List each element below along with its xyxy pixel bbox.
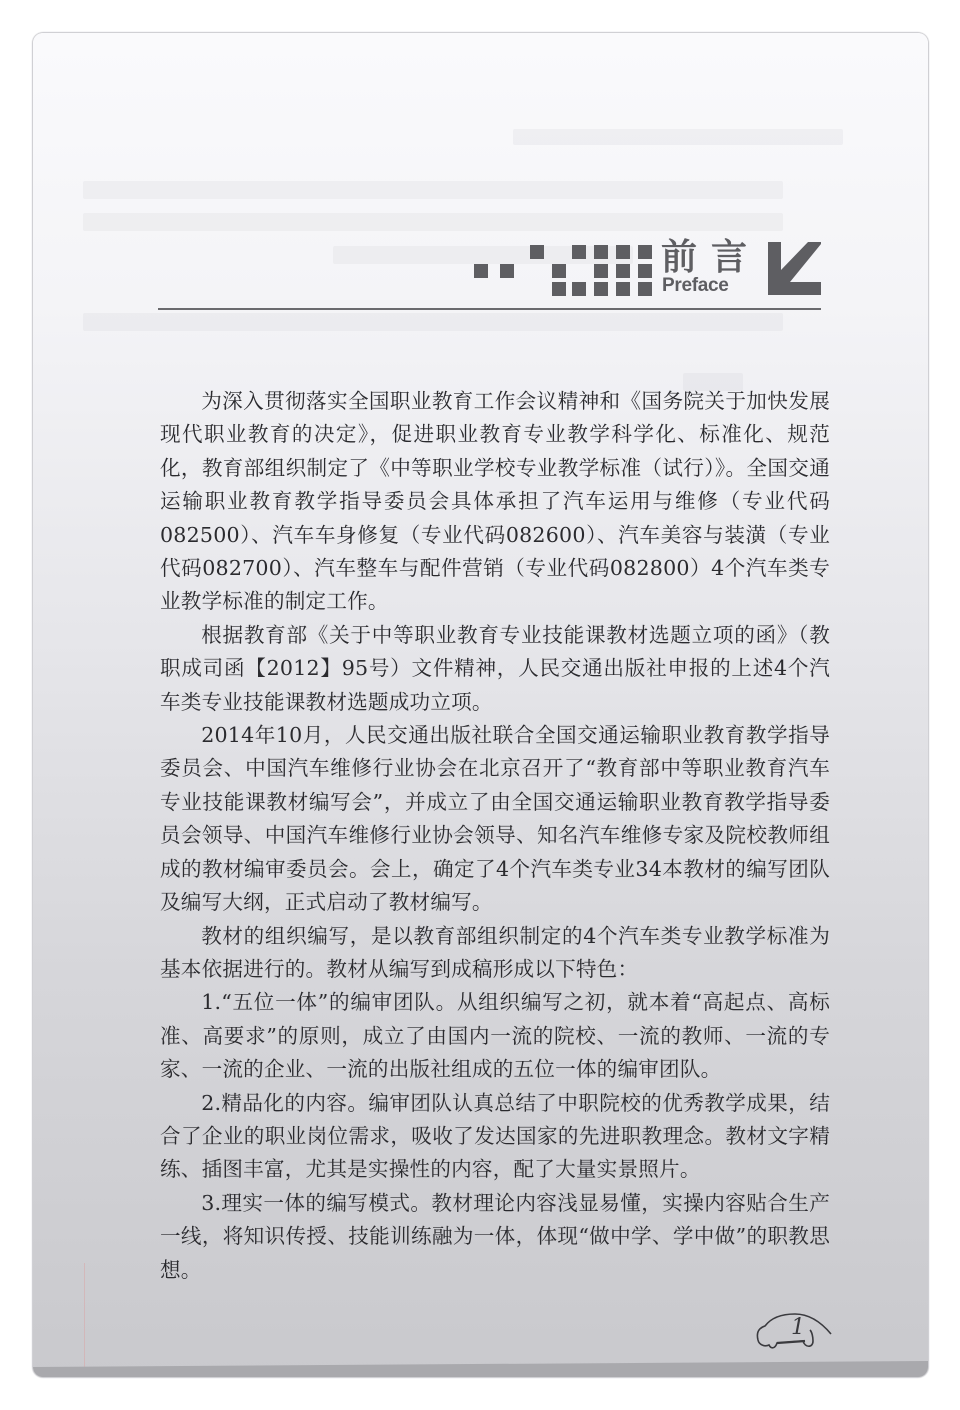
paragraph: 2014年10月，人民交通出版社联合全国交通运输职业教育教学指导委员会、中国汽车维修行业协会在北京召开了“教育部中等职业教育汽车专业技能课教材编写会”，并成立了由全国交通运输职业教育教学指导委员会领导、中国汽车维修行业协会领导、知名汽车维修专家及院校教师组成的教材编审委员会。会上，确定了4个汽车类专业34本教材的编写团队及编写大纲，正式启动了教材编写。 [160, 723, 830, 915]
paragraph: 为深入贯彻落实全国职业教育工作会议精神和《国务院关于加快发展现代职业教育的决定》，促进职业教育专业教学科学化、标准化、规范化，教育部组织制定了《中等职业学校专业教学标准（试行）》。全国交通运输职业教育教学指导委员会具体承担了汽车运用与维修（专业代码082500）、汽车车身修复（专业代码082600）、汽车美容与装潢（专业代码082700）、汽车整车与配件营销（专业代码082800）4个汽车类专业教学标准的制定工作。 [160, 389, 830, 614]
scan-artifact-line [84, 1263, 85, 1377]
arrow-down-left-icon [766, 242, 822, 296]
paragraph: 2.精品化的内容。编审团队认真总结了中职院校的优秀教学成果，结合了企业的职业岗位需求，吸收了发达国家的先进职教理念。教材文字精练、插图丰富，尤其是实操性的内容，配了大量实景照片。 [160, 1090, 830, 1182]
page-footer [755, 1312, 835, 1352]
page-number: 1 [791, 1315, 805, 1340]
page-bottom-edge [33, 1361, 928, 1377]
heading-title-chinese: 前言 [661, 237, 762, 278]
preface-heading [0, 0, 960, 320]
paragraph: 3.理实一体的编写模式。教材理论内容浅显易懂，实操内容贴合生产一线，将知识传授、技能训练融为一体，体现“做中学、学中做”的职教思想。 [160, 1190, 830, 1282]
heading-divider [158, 308, 821, 310]
preface-body [160, 385, 830, 1287]
paragraph: 教材的组织编写，是以教育部组织制定的4个汽车类专业教学标准为基本依据进行的。教材从编写到成稿形成以下特色： [160, 923, 830, 981]
paragraph: 1.“五位一体”的编审团队。从组织编写之初，就本着“高起点、高标准、高要求”的原则，成立了由国内一流的院校、一流的教师、一流的专家、一流的企业、一流的出版社组成的五位一体的编审团队。 [160, 990, 830, 1082]
heading-title-english: Preface [662, 275, 729, 296]
paragraph: 根据教育部《关于中等职业教育专业技能课教材选题立项的函》（教职成司函【2012】95号）文件精神，人民交通出版社申报的上述4个汽车类专业技能课教材选题成功立项。 [160, 622, 830, 714]
